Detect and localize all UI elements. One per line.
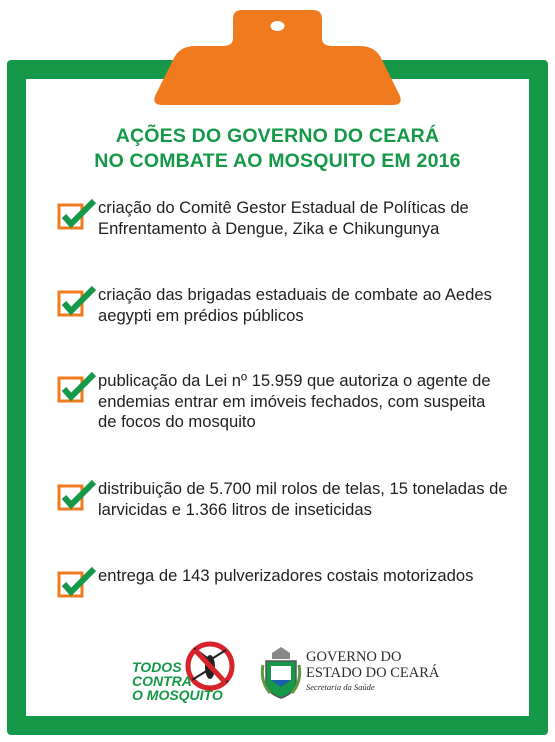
item-text: distribuição de 5.700 mil rolos de telas, 15 toneladas de larvicidas e 1.366 litros de inseticidas [98, 479, 508, 519]
todos-logo-text [132, 660, 223, 702]
gov-line-3: Secretaria da Saúde [306, 682, 375, 692]
gov-line-1: GOVERNO DO [306, 649, 402, 665]
todos-line-2: CONTRA [132, 673, 192, 689]
item-text: criação do Comitê Gestor Estadual de Políticas de Enfrentamento à Dengue, Zika e Chikungunya [98, 198, 469, 238]
page-title [26, 124, 529, 174]
todos-line-1: TODOS [132, 659, 182, 675]
item-text: entrega de 143 pulverizadores costais motorizados [98, 566, 474, 585]
todos-contra-o-mosquito-logo [132, 638, 242, 706]
government-logo-text [306, 649, 439, 693]
checkbox-checked-icon [57, 566, 97, 600]
title-line-2: NO COMBATE AO MOSQUITO EM 2016 [94, 150, 461, 172]
item-text: criação das brigadas estaduais de combate ao Aedes aegypti em prédios públicos [98, 285, 492, 325]
checkbox-checked-icon [57, 371, 97, 405]
coat-of-arms-icon [260, 645, 302, 700]
todos-line-3: O MOSQUITO [132, 687, 223, 703]
item-text: publicação da Lei nº 15.959 que autoriza o agente de endemias entrar em imóveis fechados, com suspeita de focos do mosquito [98, 371, 491, 432]
checkbox-checked-icon [57, 285, 97, 319]
clipboard-clip-icon [150, 10, 405, 105]
government-ceara-logo [260, 645, 440, 700]
title-line-1: AÇÕES DO GOVERNO DO CEARÁ [115, 125, 440, 147]
checkbox-checked-icon [57, 479, 97, 513]
gov-line-2: ESTADO DO CEARÁ [306, 665, 440, 681]
checkbox-checked-icon [57, 198, 97, 232]
